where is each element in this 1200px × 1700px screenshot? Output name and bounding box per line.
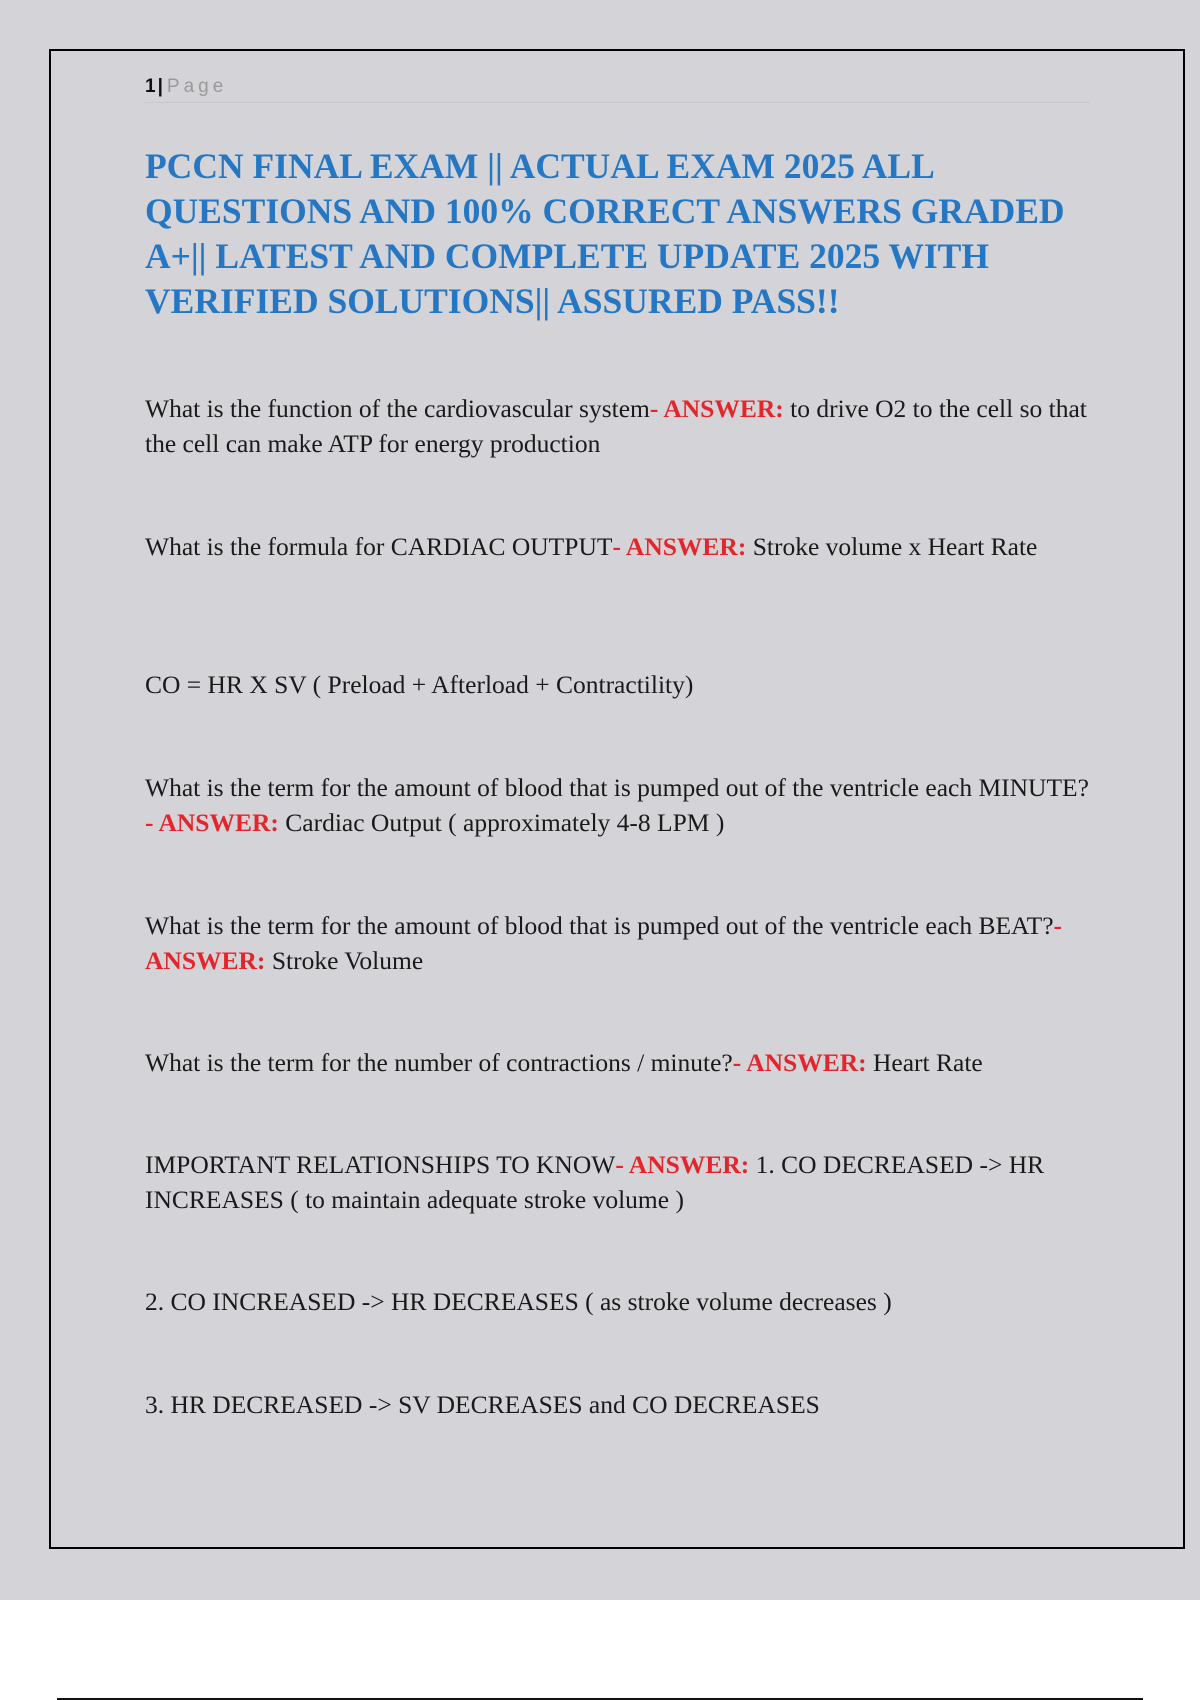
relationship-line-3: 3. HR DECREASED -> SV DECREASES and CO DECREASES <box>145 1390 820 1419</box>
page-number: 1 <box>145 76 156 97</box>
answer-text: to drive O2 to the cell so that the cell can make ATP for energy production <box>145 394 1087 458</box>
answer-label: - ANSWER: <box>145 808 279 837</box>
question-text: What is the formula for CARDIAC OUTPUT <box>145 532 613 561</box>
answer-label: - ANSWER: <box>649 394 784 423</box>
question-text: What is the term for the amount of blood that is pumped out of the ventricle each BEAT? <box>145 911 1054 940</box>
answer-label: - ANSWER: <box>145 911 1063 975</box>
answer-text: 1. CO DECREASED -> HR INCREASES ( to maintain adequate stroke volume ) <box>145 1150 1045 1214</box>
question-text: What is the term for the number of contractions / minute? <box>145 1048 733 1077</box>
answer-label: - ANSWER: <box>732 1048 867 1077</box>
question-text: What is the function of the cardiovascular system <box>145 394 650 423</box>
qa-item-6 <box>145 1147 1095 1217</box>
relationship-line-2: 2. CO INCREASED -> HR DECREASES ( as stroke volume decreases ) <box>145 1287 892 1316</box>
answer-text: Stroke volume x Heart Rate <box>746 532 1038 561</box>
answer-text: Stroke Volume <box>265 946 424 975</box>
page-label: Page <box>166 76 228 97</box>
answer-label: - ANSWER: <box>615 1150 750 1179</box>
answer-label: - ANSWER: <box>612 532 747 561</box>
document-title: PCCN FINAL EXAM || ACTUAL EXAM 2025 ALL QUESTIONS AND 100% CORRECT ANSWERS GRADED A+|| LATEST AND COMPLETE UPDATE 2025 WITH VERIFIED SOLUTIONS|| ASSURED PASS!! <box>145 146 1065 321</box>
answer-text: Heart Rate <box>866 1048 983 1077</box>
header-separator: | <box>157 76 163 97</box>
qa-item-3 <box>145 770 1095 840</box>
qa-item-1 <box>145 391 1095 461</box>
qa-item-5 <box>145 1045 1095 1080</box>
page-header <box>145 74 1090 103</box>
question-text: IMPORTANT RELATIONSHIPS TO KNOW <box>145 1150 616 1179</box>
formula-line: CO = HR X SV ( Preload + Afterload + Contractility) <box>145 670 694 699</box>
qa-item-2 <box>145 529 1095 564</box>
qa-item-4 <box>145 908 1095 978</box>
answer-text: Cardiac Output ( approximately 4-8 LPM ) <box>278 808 725 837</box>
question-text: What is the term for the amount of blood that is pumped out of the ventricle each MINUTE? <box>145 773 1089 802</box>
